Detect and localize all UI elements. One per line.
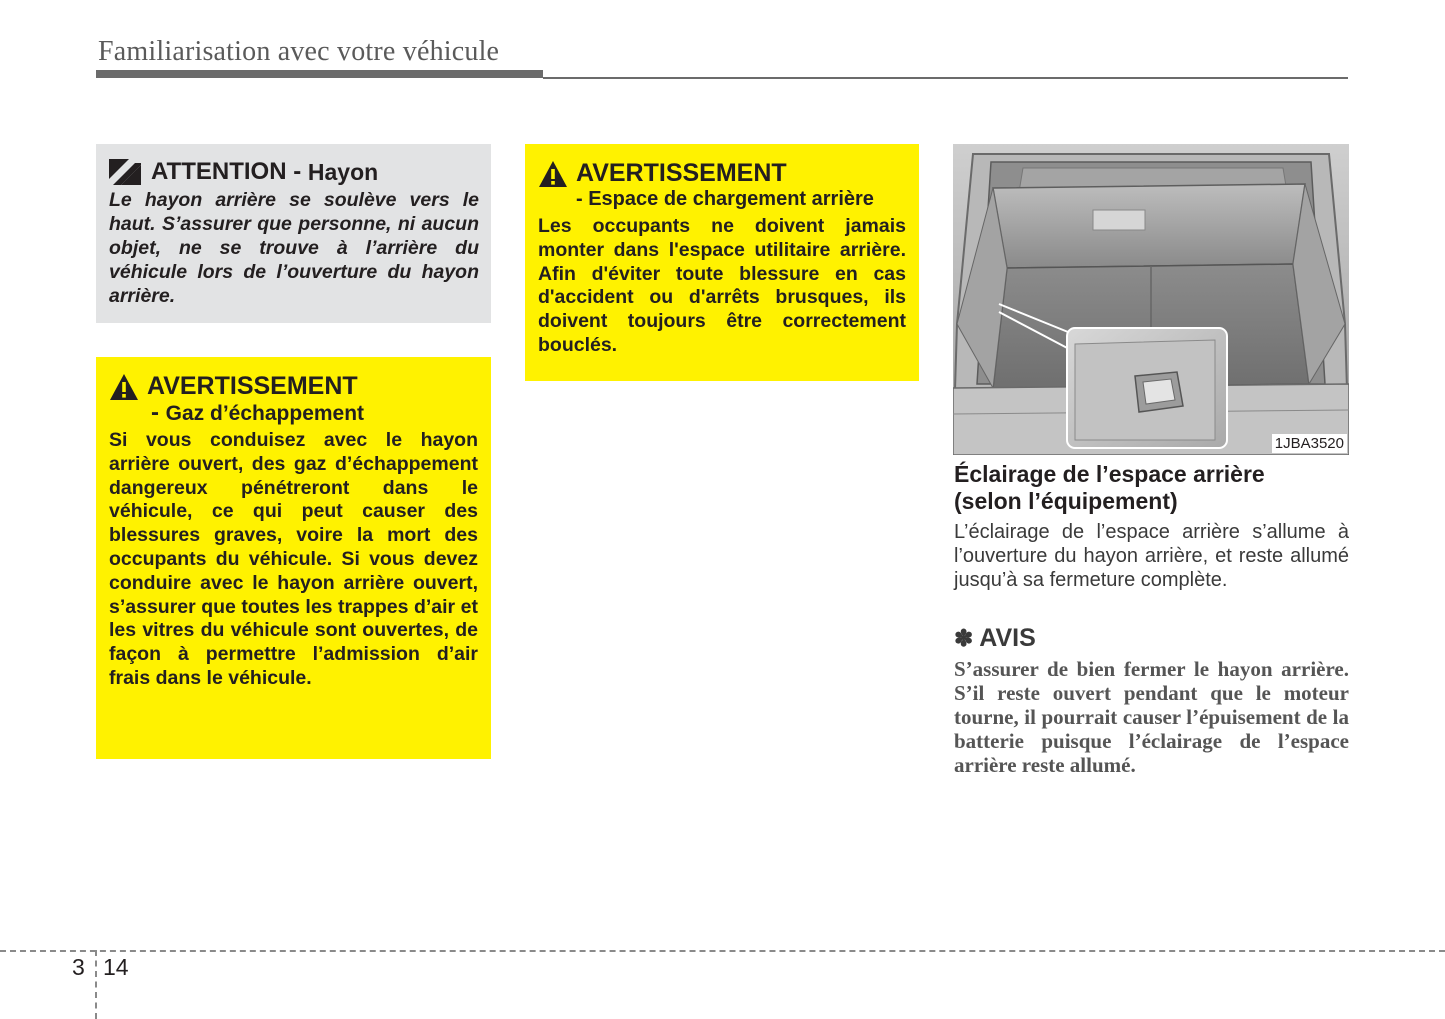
warning-exhaust-label: AVERTISSEMENT bbox=[147, 372, 358, 400]
attention-header bbox=[109, 158, 479, 186]
notice-body: S’assurer de bien fermer le hayon arrière. S’il reste ouvert pendant que le moteur tourne, il pourrait causer l’épuisement de la batterie puisque l’éclairage de l’espace arrière reste allumé. bbox=[954, 657, 1349, 777]
notice-label: AVIS bbox=[979, 624, 1036, 652]
section-title bbox=[954, 461, 1349, 515]
attention-box bbox=[96, 144, 491, 323]
warning-exhaust-text: Si vous conduisez avec le hayon arrière ouvert, des gaz d’échappement dangereux pénétreront dans le véhicule, ce qui peut causer des blessures graves, voire la mort des occupants du véhicule. Si vous devez conduire avec le hayon arrière ouvert, s’assurer que toutes les trappes d’air et les vitres du véhicule sont ouvertes, de façon à permettre l’admission d’air frais dans le véhicule. bbox=[109, 429, 478, 689]
header-rule-thick bbox=[96, 70, 543, 78]
chapter-number: 3 bbox=[72, 954, 85, 980]
section-title-line1: Éclairage de l’espace arrière bbox=[954, 461, 1265, 487]
header-rule-thin bbox=[543, 77, 1348, 79]
attention-separator: - bbox=[286, 158, 308, 185]
warning-cargo-label: AVERTISSEMENT bbox=[576, 159, 787, 187]
page-header-title: Familiarisation avec votre véhicule bbox=[98, 36, 500, 67]
warning-exhaust-header bbox=[109, 372, 478, 401]
warning-triangle-icon bbox=[538, 160, 568, 188]
warning-exhaust-dash: - bbox=[151, 399, 166, 426]
warning-box-cargo bbox=[525, 144, 919, 381]
warning-box-exhaust bbox=[96, 357, 491, 759]
warning-cargo-header bbox=[538, 159, 906, 188]
caution-slash-icon bbox=[109, 159, 141, 185]
warning-cargo-text: Les occupants ne doivent jamais monter dans l'espace utilitaire arrière. Afin d'éviter toute blessure en cas d'accident ou d'arrêts brusques, ils doivent toujours être correctement bouclés. bbox=[538, 215, 906, 356]
figure-code: 1JBA3520 bbox=[1272, 434, 1347, 453]
page-number: 14 bbox=[103, 954, 129, 980]
warning-cargo-subject: - Espace de chargement arrière bbox=[576, 188, 874, 210]
footer-dashed-divider bbox=[95, 950, 97, 1019]
attention-text: Le hayon arrière se soulève vers le haut. S’assurer que personne, ni aucun objet, ne se trouve à l’arrière du véhicule lors de l’ouverture du hayon arrière. bbox=[109, 189, 479, 307]
section-title-line2: (selon l’équipement) bbox=[954, 488, 1178, 514]
notice-asterisk-icon: ✽ bbox=[954, 625, 974, 651]
cargo-area-illustration bbox=[953, 144, 1349, 455]
cargo-area-drawing bbox=[953, 144, 1349, 455]
footer-dashed-rule bbox=[0, 950, 1445, 952]
warning-triangle-icon bbox=[109, 373, 139, 401]
warning-exhaust-subject: Gaz d’échappement bbox=[165, 402, 365, 425]
attention-subject: Hayon bbox=[307, 158, 379, 185]
warning-exhaust-subtitle bbox=[109, 399, 478, 427]
attention-label: ATTENTION bbox=[151, 158, 287, 185]
section-body: L’éclairage de l’espace arrière s’allume à l’ouverture du hayon arrière, et reste allumé jusqu’à sa fermeture complète. bbox=[954, 521, 1349, 591]
notice-title bbox=[954, 624, 1036, 653]
